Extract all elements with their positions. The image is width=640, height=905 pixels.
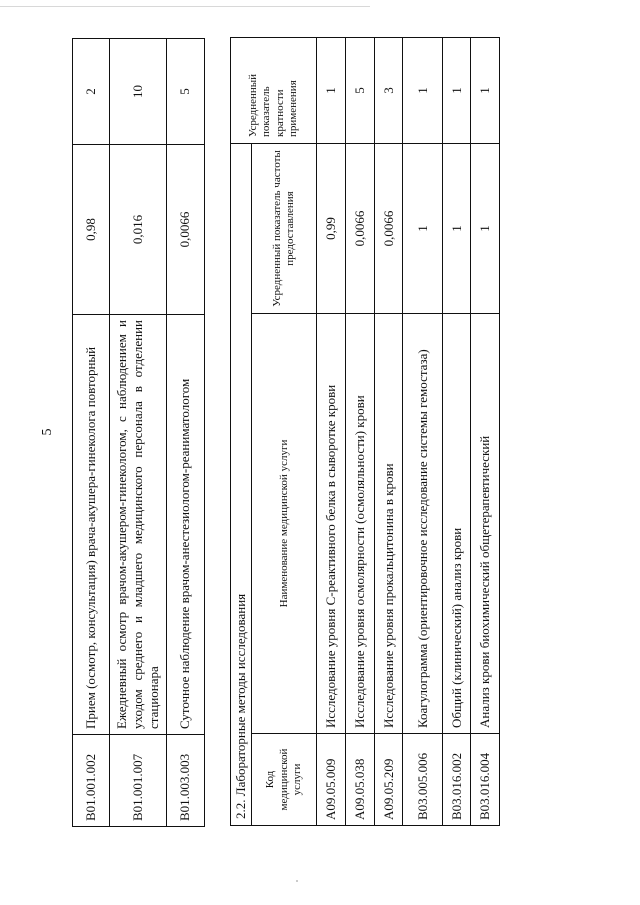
multiplicity-value: 1 [403, 37, 443, 143]
section-heading-row [231, 37, 252, 825]
service-code: B01.001.007 [110, 735, 167, 827]
table-row [110, 39, 167, 827]
table-row [443, 37, 471, 825]
service-name: Исследование уровня прокальцитонина в крови [375, 314, 403, 734]
service-name: Общий (клинический) анализ крови [443, 314, 471, 734]
section-title: 2.2. Лабораторные методы исследования [231, 143, 252, 825]
table-row [403, 37, 443, 825]
service-code: B01.001.002 [73, 735, 110, 827]
table-row [375, 37, 403, 825]
service-code: B03.016.002 [443, 734, 471, 826]
header-frequency: Усредненный показатель частоты предоставления [252, 143, 317, 313]
service-name: Исследование уровня осмолярности (осмоляльности) крови [346, 314, 375, 734]
multiplicity-value: 1 [471, 37, 500, 143]
frequency-value: 0,99 [317, 143, 346, 313]
header-row [252, 37, 317, 825]
frequency-value: 1 [471, 143, 500, 313]
service-name: Суточное наблюдение врачом-анестезиологом-реаниматологом [167, 315, 205, 735]
service-name: Коагулограмма (ориентировочное исследование системы гемостаза) [403, 314, 443, 734]
frequency-value: 0,98 [73, 145, 110, 315]
service-code: B01.003.003 [167, 735, 205, 827]
header-name: Наименование медицинской услуги [252, 314, 317, 734]
service-code: A09.05.209 [375, 734, 403, 826]
multiplicity-value: 3 [375, 37, 403, 143]
service-code: A09.05.038 [346, 734, 375, 826]
multiplicity-value: 1 [443, 37, 471, 143]
service-code: B03.005.006 [403, 734, 443, 826]
frequency-value: 0,016 [110, 145, 167, 315]
multiplicity-value: 2 [73, 39, 110, 145]
service-code: B03.016.004 [471, 734, 500, 826]
multiplicity-value: 5 [167, 39, 205, 145]
services-table-continued [72, 38, 205, 827]
table-row [317, 37, 346, 825]
service-name: Прием (осмотр, консультация) врача-акушера-гинеколога повторный [73, 315, 110, 735]
frequency-value: 0,0066 [375, 143, 403, 313]
table-row [73, 39, 110, 827]
service-code: A09.05.009 [317, 734, 346, 826]
table-row [471, 37, 500, 825]
page-number: 5 [40, 428, 55, 436]
multiplicity-value: 10 [110, 39, 167, 145]
service-name: Анализ крови биохимический общетерапевтический [471, 314, 500, 734]
header-multiplicity: Усредненный показатель кратности применения [231, 37, 317, 143]
service-name: Ежедневный осмотр врачом-акушером-гинекологом, с наблюдением и уходом среднего и младшего медицинского персонала в отделении стационара [110, 315, 167, 735]
frequency-value: 1 [443, 143, 471, 313]
multiplicity-value: 1 [317, 37, 346, 143]
frequency-value: 1 [403, 143, 443, 313]
table-row [167, 39, 205, 827]
frequency-value: 0,0066 [346, 143, 375, 313]
header-code: Код медицинской услуги [252, 734, 317, 826]
service-name: Исследование уровня С-реактивного белка в сыворотке крови [317, 314, 346, 734]
laboratory-methods-table [230, 37, 500, 826]
table-row [346, 37, 375, 825]
frequency-value: 0,0066 [167, 145, 205, 315]
multiplicity-value: 5 [346, 37, 375, 143]
